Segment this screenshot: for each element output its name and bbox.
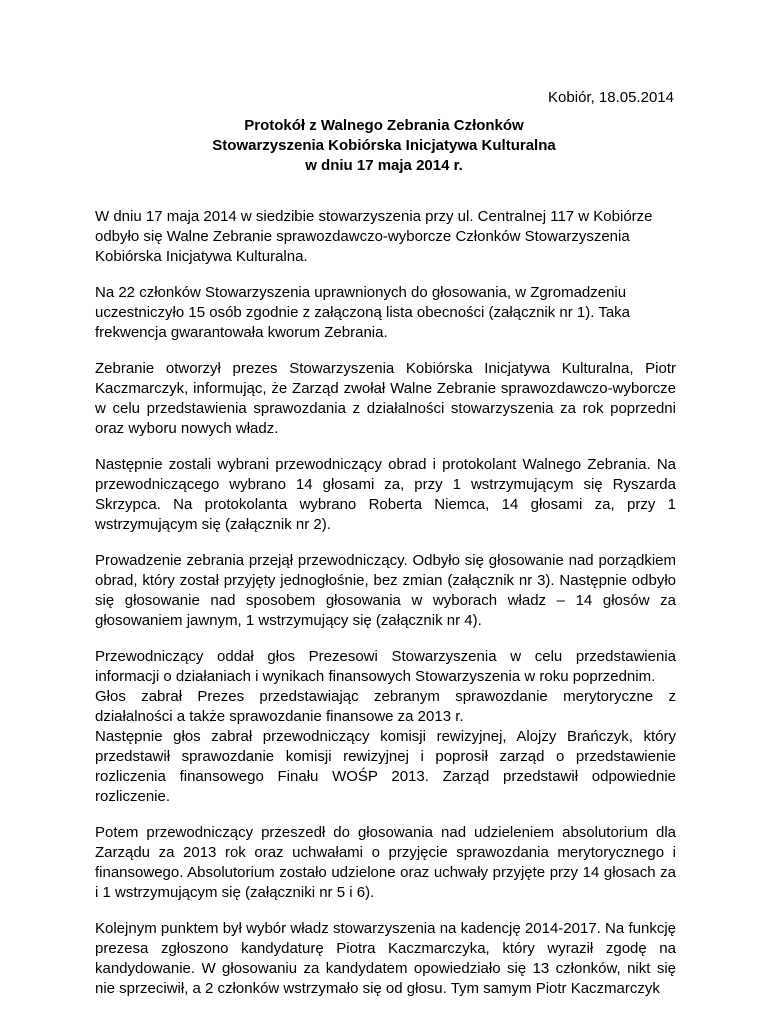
paragraph-line: uczestniczyło 15 osób zgodnie z załączoną lista obecności (załącznik nr 1). Taka xyxy=(95,304,631,321)
paragraph-line: Kobiórska Inicjatywa Kulturalna. xyxy=(95,248,308,265)
paragraph-line: frekwencja gwarantowała kworum Zebrania. xyxy=(95,324,388,341)
paragraph-line: odbyło się Walne Zebranie sprawozdawczo-wyborcze Członków Stowarzyszenia xyxy=(95,228,630,245)
paragraph-segment: Przewodniczący oddał głos Prezesowi Stowarzyszenia w celu przedstawienia informacji o działaniach i wynikach finansowych Stowarzyszenia w roku poprzednim. xyxy=(95,648,676,685)
paragraph-line: W dniu 17 maja 2014 w siedzibie stowarzyszenia przy ul. Centralnej 117 w Kobiórze xyxy=(95,208,653,225)
place-date: Kobiór, 18.05.2014 xyxy=(548,89,674,106)
paragraph-board-election: Kolejnym punktem był wybór władz stowarzyszenia na kadencję 2014-2017. Na funkcję prezesa zgłoszono kandydaturę Piotra Kaczmarczyka, który wyraził zgodę na kandydowanie. W głosowaniu za kandydatem opowiedziało się 13 członków, nikt się nie sprzeciwił, a 2 członków wstrzymało się od głosu. Tym samym Piotr Kaczmarczyk xyxy=(95,920,676,997)
paragraph-line: Na 22 członków Stowarzyszenia uprawnionych do głosowania, w Zgromadzeniu xyxy=(95,284,627,301)
document-body xyxy=(95,207,676,1015)
paragraph-segment: Następnie głos zabrał przewodniczący komisji rewizyjnej, Alojzy Brańczyk, który przedstawił sprawozdanie komisji rewizyjnej i poprosił zarząd o przedstawienie rozliczenia finansowego Finału WOŚP 2013. Zarząd przedstawił odpowiednie rozliczenie. xyxy=(95,728,676,805)
paragraph-meeting-intro xyxy=(95,207,676,267)
paragraph-attendance xyxy=(95,283,676,343)
title-line-1: Protokół z Walnego Zebrania Członków xyxy=(244,117,524,134)
title-line-3: w dniu 17 maja 2014 r. xyxy=(305,157,463,174)
paragraph-segment: Głos zabrał Prezes przedstawiając zebranym sprawozdanie merytoryczne z działalności a także sprawozdanie finansowe za 2013 r. xyxy=(95,688,676,725)
paragraph-opening: Zebranie otworzył prezes Stowarzyszenia Kobiórska Inicjatywa Kulturalna, Piotr Kaczmarczyk, informując, że Zarząd zwołał Walne Zebranie sprawozdawczo-wyborcze w celu przedstawienia sprawozdania z działalności stowarzyszenia za rok poprzedni oraz wyboru nowych władz. xyxy=(95,360,676,437)
document-title xyxy=(0,116,768,176)
paragraph-chair-election: Następnie zostali wybrani przewodniczący obrad i protokolant Walnego Zebrania. Na przewodniczącego wybrano 14 głosami za, przy 1 wstrzymującym się Ryszarda Skrzypca. Na protokolanta wybrano Roberta Niemca, 14 głosami za, przy 1 wstrzymującym się (załącznik nr 2). xyxy=(95,456,676,533)
paragraph-agenda-vote: Prowadzenie zebrania przejął przewodniczący. Odbyło się głosowanie nad porządkiem obrad, który został przyjęty jednogłośnie, bez zmian (załącznik nr 3). Następnie odbyło się głosowanie nad sposobem głosowania w wyborach władz – 14 głosów za głosowaniem jawnym, 1 wstrzymujący się (załącznik nr 4). xyxy=(95,552,676,629)
paragraph-reports xyxy=(95,647,676,807)
title-line-2: Stowarzyszenia Kobiórska Inicjatywa Kulturalna xyxy=(212,137,556,154)
paragraph-discharge-vote: Potem przewodniczący przeszedł do głosowania nad udzieleniem absolutorium dla Zarządu za 2013 rok oraz uchwałami o przyjęcie sprawozdania merytorycznego i finansowego. Absolutorium zostało udzielone oraz uchwały przyjęte przy 14 głosach za i 1 wstrzymującym się (załączniki nr 5 i 6). xyxy=(95,824,676,901)
